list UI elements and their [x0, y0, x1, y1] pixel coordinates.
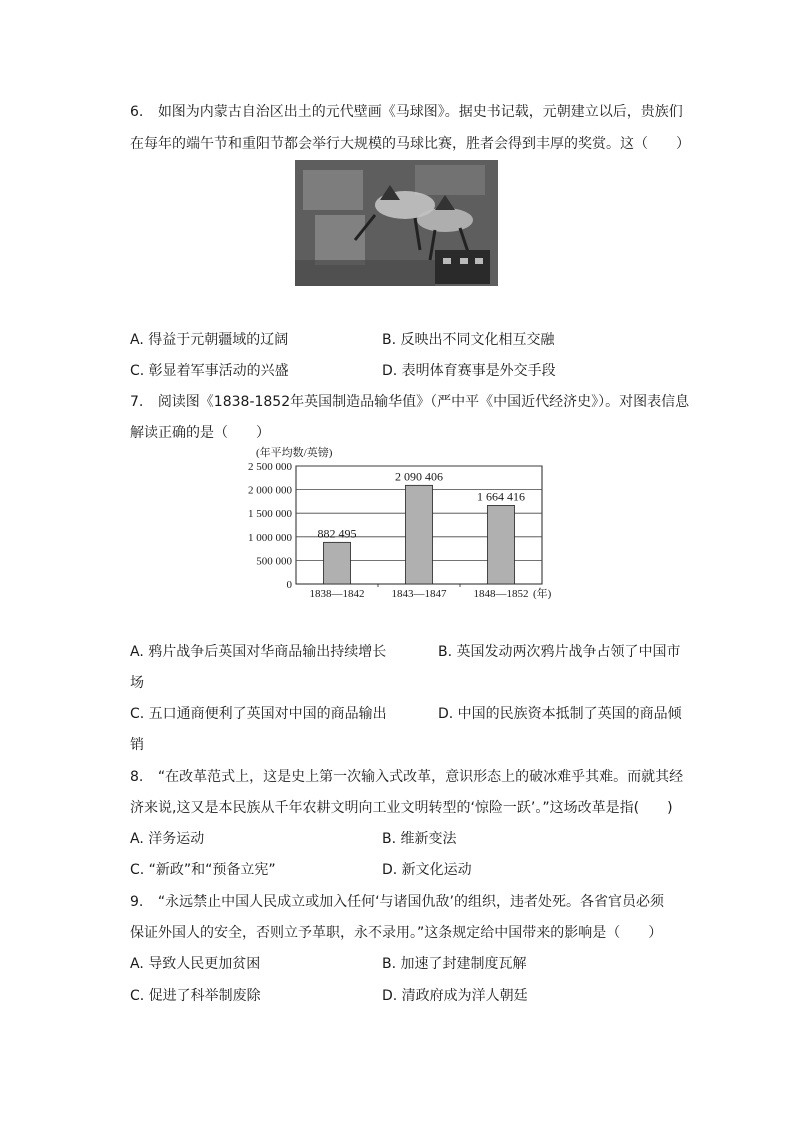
q8-stem-line2: 济来说,这又是本民族从千年农耕文明向工业文明转型的‘惊险一跃’。”这场改革是指( ) — [130, 800, 673, 816]
q6-stem-line1: 如图为内蒙古自治区出土的元代壁画《马球图》。据史书记载，元朝建立以后，贵族们 — [157, 104, 683, 120]
q7-option-a[interactable]: A. 鸦片战争后英国对华商品输出持续增长 — [130, 644, 387, 660]
chart-x-category-label: 1848—1852 — [473, 588, 529, 600]
q7-line1 — [130, 392, 689, 412]
q9-line1 — [130, 892, 664, 912]
q8-option-c[interactable]: C. “新政”和“预备立宪” — [130, 862, 276, 878]
q9-option-c[interactable]: C. 促进了科举制废除 — [130, 988, 261, 1004]
q6-option-a[interactable]: A. 得益于元朝疆域的辽阔 — [130, 332, 289, 348]
chart-bar-value-label: 2 090 406 — [395, 469, 443, 484]
chart-ylabel: (年平均数/英镑) — [256, 447, 333, 459]
q8-stem-line1: “在改革范式上，这是史上第一次输入式改革，意识形态上的破冰难乎其难。而就其经 — [157, 769, 684, 785]
chart-bar-value-label: 1 664 416 — [477, 489, 525, 504]
chart-y-tick-label: 500 000 — [256, 555, 292, 568]
q6-line1 — [130, 102, 683, 122]
polo-mural-image — [295, 160, 498, 286]
chart-y-tick-label: 1 500 000 — [248, 508, 292, 521]
q7-option-d[interactable]: D. 中国的民族资本抵制了英国的商品倾 — [438, 706, 682, 722]
chart-y-tick-label: 1 000 000 — [248, 531, 292, 544]
q7-stem-line2: 解读正确的是（ ） — [130, 425, 270, 441]
q7-option-b-cont: 场 — [130, 675, 144, 691]
chart-y-tick-label: 2 500 000 — [248, 461, 292, 473]
q6-option-d[interactable]: D. 表明体育赛事是外交手段 — [382, 363, 556, 379]
q9-number: 9. — [130, 894, 144, 910]
q6-option-c[interactable]: C. 彰显着军事活动的兴盛 — [130, 363, 289, 379]
q7-option-c[interactable]: C. 五口通商便利了英国对中国的商品输出 — [130, 706, 387, 722]
chart-y-tick-label: 2 000 000 — [248, 484, 292, 497]
chart-x-category-label: 1843—1847 — [391, 588, 447, 600]
q9-option-b[interactable]: B. 加速了封建制度瓦解 — [382, 956, 527, 972]
chart-y-ticks — [248, 461, 293, 591]
q8-line1 — [130, 767, 683, 787]
q8-option-a[interactable]: A. 洋务运动 — [130, 831, 205, 847]
q6-number: 6. — [130, 104, 144, 120]
q8-number: 8. — [130, 769, 144, 785]
q9-stem-line2: 保证外国人的安全，否则立予革职，永不录用。”这条规定给中国带来的影响是（ ） — [130, 925, 663, 941]
q7-option-b[interactable]: B. 英国发动两次鸦片战争占领了中国市 — [438, 644, 681, 660]
chart-bar — [488, 505, 515, 584]
export-bar-chart — [236, 444, 566, 604]
chart-x-labels — [310, 584, 529, 600]
polo-mural-drawing — [295, 160, 498, 286]
q8-option-d[interactable]: D. 新文化运动 — [382, 862, 472, 878]
q6-option-b[interactable]: B. 反映出不同文化相互交融 — [382, 332, 555, 348]
q9-option-a[interactable]: A. 导致人民更加贫困 — [130, 956, 261, 972]
q7-option-d-cont: 销 — [130, 737, 144, 753]
q7-number: 7. — [130, 394, 144, 410]
chart-bar — [406, 485, 433, 584]
q9-stem-line1: “永远禁止中国人民成立或加入任何‘与诸国仇敌’的组织，违者处死。各省官员必须 — [157, 894, 664, 910]
q8-option-b[interactable]: B. 维新变法 — [382, 831, 457, 847]
q6-stem-line2: 在每年的端午节和重阳节都会举行大规模的马球比赛，胜者会得到丰厚的奖赏。这（ ） — [130, 136, 690, 152]
chart-bar-value-label: 882 495 — [317, 526, 357, 541]
chart-x-category-label: 1838—1842 — [309, 588, 365, 600]
q7-stem-line1: 阅读图《1838-1852年英国制造品输华值》（严中平《中国近代经济史》）。对图表信息 — [157, 394, 690, 410]
chart-bar — [324, 542, 351, 584]
chart-y-tick-label: 0 — [286, 579, 292, 591]
q9-option-d[interactable]: D. 清政府成为洋人朝廷 — [382, 988, 528, 1004]
chart-xlabel: (年) — [533, 588, 552, 600]
